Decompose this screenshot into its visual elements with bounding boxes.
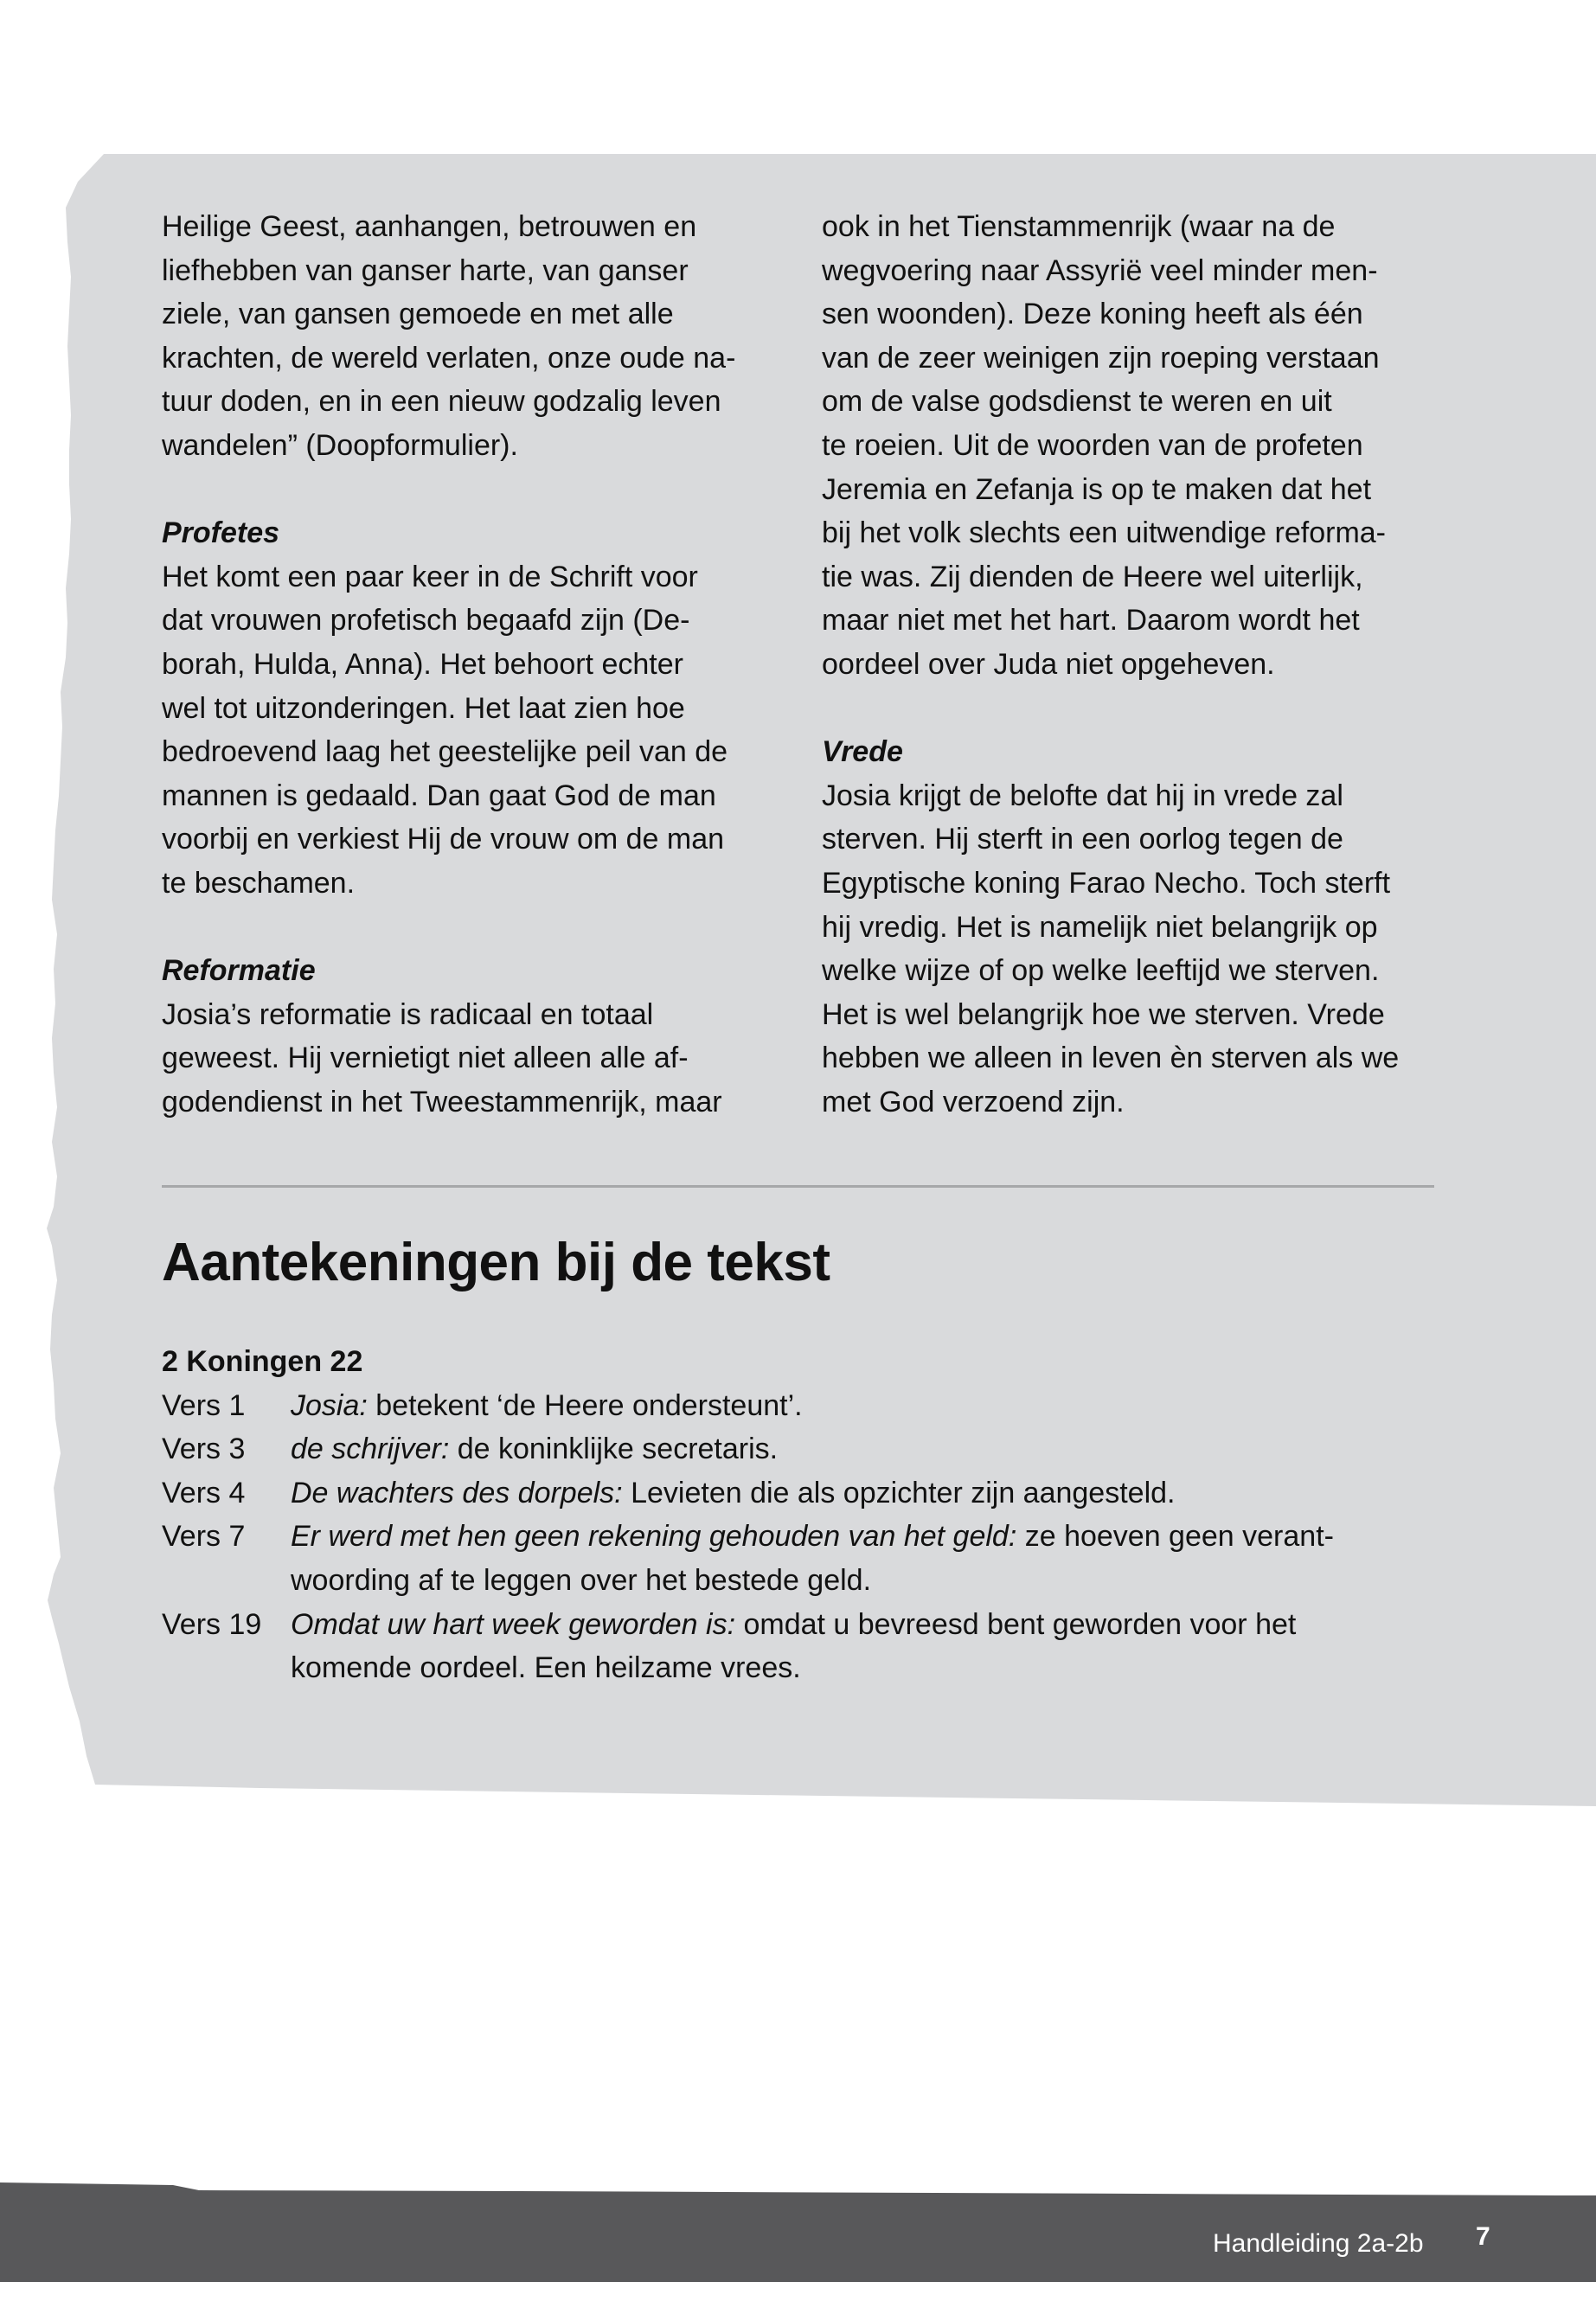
left-column — [162, 205, 785, 1124]
note-item — [162, 1471, 1442, 1516]
body-line: ziele, van gansen gemoede en met alle — [162, 298, 674, 331]
verse-label: Vers 7 — [162, 1520, 246, 1554]
note-line — [291, 1384, 1442, 1428]
body-line: Egyptische koning Farao Necho. Toch sterft — [822, 866, 1391, 900]
notes-list — [162, 1340, 1442, 1690]
body-line: godendienst in het Tweestammenrijk, maar — [162, 1085, 722, 1118]
note-line — [291, 1603, 1442, 1647]
subheading-profetes: Profetes — [162, 516, 280, 550]
note-term: De wachters des dorpels: — [291, 1476, 623, 1509]
paragraph-gap — [162, 468, 785, 512]
body-line: hebben we alleen in leven èn sterven als we — [822, 1042, 1400, 1075]
body-line: dat vrouwen profetisch begaafd zijn (De- — [162, 604, 690, 638]
page-number: 7 — [1476, 2222, 1490, 2251]
note-term: de schrijver: — [291, 1433, 450, 1466]
section-divider — [162, 1185, 1434, 1188]
body-line: met God verzoend zijn. — [822, 1085, 1125, 1118]
section-title: Aantekeningen bij de tekst — [162, 1233, 830, 1292]
body-line: tie was. Zij dienden de Heere wel uiterlijk, — [822, 560, 1363, 593]
body-line: Josia’s reformatie is radicaal en totaal — [162, 997, 654, 1031]
body-line: Jeremia en Zefanja is op te maken dat het — [822, 472, 1372, 506]
subheading-vrede: Vrede — [822, 735, 903, 769]
note-item — [162, 1515, 1442, 1602]
body-line: bedroevend laag het geestelijke peil van de — [162, 735, 728, 769]
note-body — [291, 1427, 1442, 1471]
body-line: hij vredig. Het is namelijk niet belangrijk op — [822, 910, 1378, 944]
body-line: bij het volk slechts een uitwendige reforma- — [822, 516, 1386, 550]
right-column — [822, 205, 1445, 1124]
verse-label: Vers 3 — [162, 1433, 246, 1466]
body-line: Heilige Geest, aanhangen, betrouwen en — [162, 210, 697, 243]
body-line: borah, Hulda, Anna). Het behoort echter — [162, 647, 683, 681]
body-line: oordeel over Juda niet opgeheven. — [822, 647, 1275, 681]
body-line: tuur doden, en in een nieuw godzalig leven — [162, 385, 721, 419]
body-line: Het is wel belangrijk hoe we sterven. Vrede — [822, 997, 1385, 1031]
note-text: Levieten die als opzichter zijn aangesteld. — [622, 1476, 1176, 1509]
note-text: de koninklijke secretaris. — [449, 1433, 779, 1466]
body-line: te beschamen. — [162, 866, 356, 900]
body-line: om de valse godsdienst te weren en uit — [822, 385, 1332, 419]
body-line: wel tot uitzonderingen. Het laat zien hoe — [162, 691, 685, 725]
note-text: komende oordeel. Een heilzame vrees. — [291, 1651, 801, 1685]
verse-label: Vers 4 — [162, 1476, 246, 1509]
body-line: geweest. Hij vernietigt niet alleen alle af- — [162, 1042, 689, 1075]
body-line: voorbij en verkiest Hij de vrouw om de man — [162, 823, 725, 856]
verse-label: Vers 19 — [162, 1607, 262, 1641]
body-line: krachten, de wereld verlaten, onze oude na- — [162, 341, 736, 375]
note-item — [162, 1427, 1442, 1471]
body-line: Josia krijgt de belofte dat hij in vrede zal — [822, 779, 1343, 812]
body-line: ook in het Tienstammenrijk (waar na de — [822, 210, 1336, 243]
body-line: wegvoering naar Assyrië veel minder men- — [822, 253, 1378, 287]
footer-title: Handleiding 2a-2b — [1213, 2229, 1424, 2258]
note-term: Josia: — [291, 1388, 368, 1422]
body-line: sterven. Hij sterft in een oorlog tegen de — [822, 823, 1343, 856]
body-line: te roeien. Uit de woorden van de profeten — [822, 428, 1363, 462]
verse-label: Vers 1 — [162, 1388, 246, 1422]
note-line — [291, 1515, 1442, 1559]
note-text: omdat u bevreesd bent geworden voor het — [735, 1607, 1297, 1641]
subheading-reformatie: Reformatie — [162, 954, 316, 988]
note-line — [291, 1471, 1442, 1516]
note-text: woording af te leggen over het bestede geld. — [291, 1563, 872, 1597]
body-line: liefhebben van ganser harte, van ganser — [162, 253, 689, 287]
body-line: welke wijze of op welke leeftijd we sterven. — [822, 954, 1380, 988]
body-line: maar niet met het hart. Daarom wordt het — [822, 604, 1360, 638]
note-text: ze hoeven geen verant- — [1016, 1520, 1334, 1554]
note-line — [291, 1427, 1442, 1471]
note-item — [162, 1384, 1442, 1428]
note-body — [291, 1384, 1442, 1428]
body-line: wandelen” (Doopformulier). — [162, 428, 518, 462]
note-term: Er werd met hen geen rekening gehouden van het geld: — [291, 1520, 1017, 1554]
body-line: sen woonden). Deze koning heeft als één — [822, 298, 1363, 331]
note-body — [291, 1471, 1442, 1516]
note-item — [162, 1603, 1442, 1690]
chapter-heading: 2 Koningen 22 — [162, 1345, 363, 1378]
paragraph-gap — [162, 906, 785, 950]
paragraph-gap — [822, 687, 1445, 731]
note-body — [291, 1603, 1442, 1690]
note-text: betekent ‘de Heere ondersteunt’. — [367, 1388, 803, 1422]
body-line: mannen is gedaald. Dan gaat God de man — [162, 779, 716, 812]
body-line: Het komt een paar keer in de Schrift voor — [162, 560, 698, 593]
note-body — [291, 1515, 1442, 1602]
body-line: van de zeer weinigen zijn roeping verstaan — [822, 341, 1380, 375]
note-term: Omdat uw hart week geworden is: — [291, 1607, 736, 1641]
